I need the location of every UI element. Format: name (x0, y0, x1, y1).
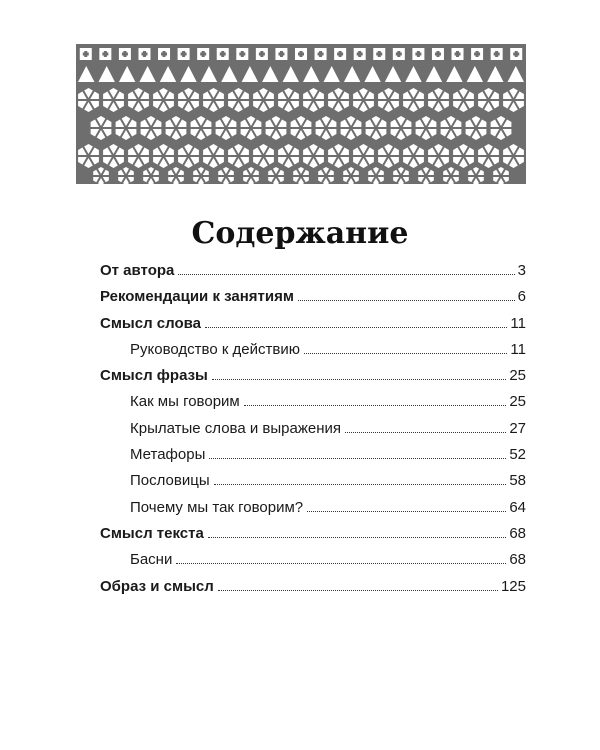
dot-leader (307, 511, 506, 512)
ornament-cross-v (495, 51, 498, 57)
toc-entry-label: Басни (130, 551, 173, 569)
ornament-pattern (76, 44, 526, 184)
toc-entry-page-number: 68 (509, 524, 526, 542)
ornament-triangle (78, 66, 94, 82)
ornament-cross-v (358, 51, 361, 57)
toc-entry-label: От автора (100, 262, 175, 279)
ornament-cross-v (123, 51, 126, 57)
ornament-triangle (262, 66, 278, 82)
dot-leader (244, 405, 507, 406)
toc-entry-label: Почему мы так говорим? (130, 498, 304, 516)
ornament-triangle (201, 66, 217, 82)
ornament-triangle (283, 66, 299, 82)
dot-leader (205, 327, 507, 328)
ornament-triangle (180, 66, 196, 82)
toc-entry[interactable] (100, 525, 526, 543)
toc-entry-label: Руководство к действию (130, 340, 300, 358)
toc-entry[interactable] (100, 499, 526, 517)
geometric-ornament-band (76, 44, 526, 184)
toc-entry[interactable] (100, 551, 526, 569)
ornament-cross-v (300, 51, 303, 57)
dot-leader (345, 432, 506, 433)
toc-entry[interactable] (100, 262, 526, 280)
toc-entry[interactable] (100, 446, 526, 464)
ornament-cross-v (476, 51, 479, 57)
ornament-cross-v (319, 51, 322, 57)
toc-entry-page-number: 25 (509, 393, 526, 411)
dot-leader (298, 300, 515, 301)
toc-entry[interactable] (100, 420, 526, 438)
ornament-triangle (446, 66, 462, 82)
dot-leader (212, 379, 506, 380)
toc-entry-page-number: 27 (509, 419, 526, 437)
ornament-cross-v (104, 51, 107, 57)
toc-entry-page-number: 3 (517, 262, 526, 279)
toc-entry-page-number: 68 (509, 551, 526, 569)
toc-entry-page-number: 64 (509, 498, 526, 516)
ornament-cross-v (280, 51, 283, 57)
toc-entry-page-number: 11 (510, 314, 526, 332)
ornament-triangle (160, 66, 176, 82)
ornament-triangle (323, 66, 339, 82)
ornament-triangle (344, 66, 360, 82)
dot-leader (208, 537, 507, 538)
dot-leader (209, 458, 506, 459)
ornament-cross-v (84, 51, 87, 57)
toc-entry-page-number: 125 (500, 577, 526, 595)
ornament-triangle (467, 66, 483, 82)
toc-entry-page-number: 25 (509, 367, 526, 385)
ornament-triangle (487, 66, 503, 82)
dot-leader (304, 353, 507, 354)
toc-entry-label: Смысл слова (100, 314, 201, 332)
toc-entry[interactable] (100, 315, 526, 333)
ornament-cross-v (143, 51, 146, 57)
dot-leader (218, 590, 498, 591)
ornament-triangle (405, 66, 421, 82)
toc-entry-label: Метафоры (130, 446, 206, 464)
toc-entry-page-number: 58 (509, 472, 526, 490)
dot-leader (178, 274, 514, 275)
ornament-cross-v (163, 51, 166, 57)
toc-entry[interactable] (100, 472, 526, 490)
toc-entry[interactable] (100, 367, 526, 385)
toc-entry-label: Образ и смысл (100, 577, 214, 595)
toc-entry-label: Пословицы (130, 472, 210, 490)
ornament-triangle (426, 66, 442, 82)
ornament-triangle (139, 66, 155, 82)
ornament-cross-v (378, 51, 381, 57)
toc-entry[interactable] (100, 393, 526, 411)
toc-entry-page-number: 11 (510, 340, 526, 358)
toc-entry[interactable] (100, 341, 526, 359)
ornament-cross-v (221, 51, 224, 57)
ornament-cross-v (339, 51, 342, 57)
toc-entry-page-number: 52 (509, 446, 526, 464)
ornament-cross-v (241, 51, 244, 57)
ornament-triangle (98, 66, 114, 82)
page-title: Содержание (191, 216, 409, 252)
toc-entry[interactable] (100, 288, 526, 306)
ornament-triangle (508, 66, 524, 82)
dot-leader (176, 563, 506, 564)
toc-entry-label: Смысл фразы (100, 367, 208, 385)
ornament-triangle (242, 66, 258, 82)
ornament-triangle (303, 66, 319, 82)
toc-entry-label: Смысл текста (100, 524, 204, 542)
ornament-cross-v (260, 51, 263, 57)
toc-entry-label: Рекомендации к занятиям (100, 288, 294, 306)
ornament-cross-v (417, 51, 420, 57)
table-of-contents (100, 262, 526, 604)
ornament-triangle (119, 66, 135, 82)
toc-entry[interactable] (100, 578, 526, 596)
toc-entry-label: Как мы говорим (130, 393, 240, 411)
toc-entry-page-number: 6 (517, 288, 526, 306)
ornament-cross-v (515, 51, 518, 57)
toc-entry-label: Крылатые слова и выражения (130, 419, 342, 437)
ornament-cross-v (456, 51, 459, 57)
ornament-cross-v (182, 51, 185, 57)
ornament-triangle (385, 66, 401, 82)
ornament-cross-v (436, 51, 439, 57)
dot-leader (214, 484, 507, 485)
ornament-cross-v (397, 51, 400, 57)
ornament-cross-v (202, 51, 205, 57)
ornament-triangle (221, 66, 237, 82)
ornament-triangle (364, 66, 380, 82)
